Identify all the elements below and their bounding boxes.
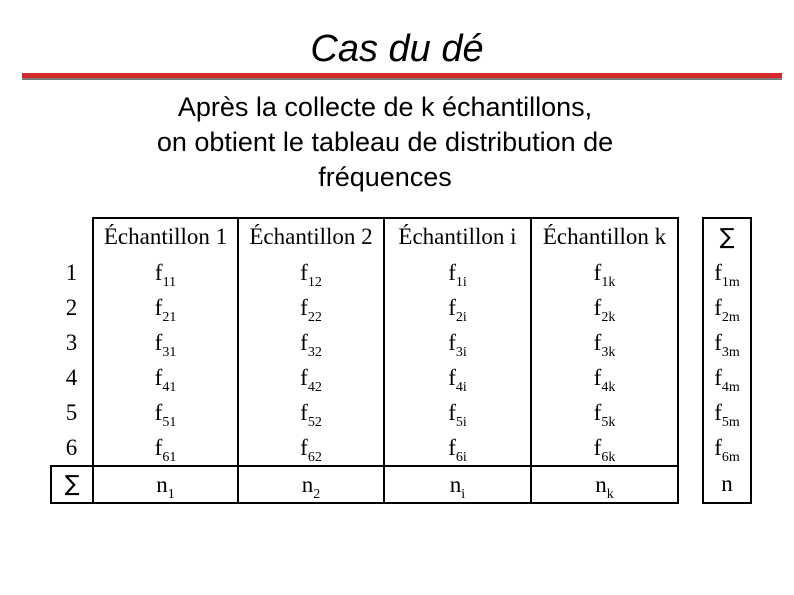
cell-sample-2-subscript: 52: [307, 414, 322, 430]
cell-sample-i: [384, 360, 531, 395]
row-total-subscript: 4m: [721, 379, 740, 395]
sum-sample-1-subscript: 1: [167, 486, 175, 502]
row-total-base: f: [714, 294, 722, 320]
sum-sample-i: [384, 466, 531, 503]
cell-sample-1: [93, 325, 238, 360]
header-sample-2: Échantillon 2: [238, 218, 384, 255]
cell-sample-i-base: f: [448, 364, 456, 390]
cell-sample-i-base: f: [448, 294, 456, 320]
cell-sample-i-subscript: 5i: [455, 414, 467, 430]
subtitle-line-1: Après la collecte de k échantillons,: [177, 92, 593, 122]
sum-sample-k-subscript: k: [606, 486, 614, 502]
cell-sample-k-base: f: [593, 294, 602, 320]
cell-sample-1: [93, 395, 238, 430]
cell-sample-k: [531, 290, 678, 325]
row-total: [703, 325, 751, 360]
cell-sample-k-subscript: 3k: [601, 344, 616, 360]
row-total-subscript: 3m: [721, 344, 740, 360]
cell-sample-2-subscript: 12: [307, 274, 322, 290]
row-sum-symbol: ∑: [51, 466, 93, 503]
row-total-subscript: 2m: [721, 309, 740, 325]
cell-sample-k: [531, 360, 678, 395]
sum-sample-1-base: n: [156, 471, 168, 497]
cell-sample-2-base: f: [300, 294, 308, 320]
cell-sample-1-subscript: 31: [162, 344, 177, 360]
cell-sample-k: [531, 395, 678, 430]
row-total-subscript: 1m: [721, 274, 740, 290]
cell-sample-i-subscript: 3i: [455, 344, 467, 360]
cell-sample-1-base: f: [154, 399, 163, 425]
cell-sample-2-base: f: [300, 434, 308, 460]
row-label: 1: [65, 259, 78, 285]
sum-sample-i-subscript: i: [461, 486, 466, 502]
grand-total-base: n: [721, 471, 733, 496]
cell-sample-1-subscript: 51: [162, 414, 177, 430]
row-total: [703, 395, 751, 430]
cell-sample-i-base: f: [448, 434, 456, 460]
cell-sample-i-base: f: [448, 329, 456, 355]
cell-sample-k-base: f: [593, 399, 602, 425]
subtitle-line-2: on obtient le tableau de distribution de: [156, 127, 614, 157]
row-label: 5: [65, 399, 78, 425]
cell-sample-1-base: f: [154, 364, 163, 390]
sum-sample-k-base: n: [595, 471, 607, 497]
row-label: 6: [65, 434, 78, 460]
cell-sample-2-subscript: 62: [307, 449, 322, 465]
cell-sample-2-base: f: [300, 364, 308, 390]
cell-sample-i-base: f: [448, 399, 456, 425]
cell-sample-1: [93, 255, 238, 290]
row-total: [703, 255, 751, 290]
row-total: [703, 290, 751, 325]
sum-sample-i-base: n: [449, 471, 462, 497]
cell-sample-k-subscript: 4k: [601, 379, 616, 395]
cell-sample-i: [384, 395, 531, 430]
table-row: [51, 255, 751, 290]
cell-sample-2: [238, 290, 384, 325]
cell-sample-k: [531, 255, 678, 290]
cell-sample-i-subscript: 6i: [455, 449, 467, 465]
cell-sample-i-base: f: [448, 259, 456, 285]
sum-row: [51, 466, 751, 503]
cell-sample-k-base: f: [593, 259, 602, 285]
cell-sample-k-base: f: [593, 329, 602, 355]
corner-cell: [51, 218, 93, 255]
cell-sample-2: [238, 395, 384, 430]
row-total-base: f: [714, 329, 722, 355]
sum-sample-1: [93, 466, 238, 503]
cell-sample-2: [238, 430, 384, 466]
sum-sample-k: [531, 466, 678, 503]
cell-sample-1-subscript: 11: [162, 274, 177, 290]
cell-sample-k-subscript: 2k: [601, 309, 616, 325]
cell-sample-i: [384, 325, 531, 360]
cell-sample-2-base: f: [300, 259, 308, 285]
table-row: [51, 430, 751, 466]
grand-total: [703, 466, 751, 503]
frequency-table: [50, 217, 752, 504]
cell-sample-1-base: f: [154, 329, 163, 355]
row-total-base: f: [714, 364, 722, 390]
sum-sample-2-base: n: [301, 471, 314, 497]
header-sample-i: Échantillon i: [384, 218, 531, 255]
table-row: [51, 360, 751, 395]
cell-sample-2-subscript: 42: [307, 379, 322, 395]
subtitle: [80, 90, 690, 195]
cell-sample-k-base: f: [593, 364, 602, 390]
cell-sample-2: [238, 255, 384, 290]
cell-sample-2-base: f: [300, 399, 308, 425]
cell-sample-1: [93, 430, 238, 466]
header-sum-symbol: ∑: [703, 218, 751, 255]
row-total: [703, 360, 751, 395]
row-label: 4: [65, 364, 78, 390]
row-label: 2: [65, 294, 78, 320]
cell-sample-1-subscript: 21: [162, 309, 177, 325]
cell-sample-i: [384, 255, 531, 290]
cell-sample-i-subscript: 2i: [455, 309, 467, 325]
cell-sample-k-subscript: 6k: [601, 449, 616, 465]
cell-sample-k-subscript: 1k: [601, 274, 616, 290]
header-sample-1: Échantillon 1: [93, 218, 238, 255]
cell-sample-1-subscript: 41: [162, 379, 177, 395]
row-total-subscript: 6m: [721, 450, 740, 465]
table-row: [51, 290, 751, 325]
page-title: Cas du dé: [310, 28, 484, 70]
cell-sample-k-subscript: 5k: [601, 414, 616, 430]
table-row: [51, 325, 751, 360]
row-total-base: f: [714, 435, 722, 460]
cell-sample-2-base: f: [300, 329, 308, 355]
cell-sample-i-subscript: 1i: [455, 274, 467, 290]
cell-sample-1-base: f: [154, 259, 163, 285]
subtitle-line-3: fréquences: [318, 162, 452, 192]
table-row: [51, 395, 751, 430]
cell-sample-2-subscript: 32: [307, 344, 322, 360]
cell-sample-i: [384, 290, 531, 325]
sum-sample-2-subscript: 2: [313, 486, 321, 502]
row-total-base: f: [714, 399, 722, 425]
cell-sample-k: [531, 430, 678, 466]
cell-sample-i-subscript: 4i: [455, 379, 467, 395]
cell-sample-k-base: f: [593, 434, 602, 460]
cell-sample-1-subscript: 61: [162, 449, 177, 465]
cell-sample-1: [93, 360, 238, 395]
cell-sample-1-base: f: [154, 294, 163, 320]
header-row: [51, 218, 751, 255]
row-total-base: f: [714, 259, 722, 285]
row-total-subscript: 5m: [721, 414, 740, 430]
title-divider: [22, 73, 782, 80]
cell-sample-i: [384, 430, 531, 466]
header-sample-k: Échantillon k: [531, 218, 678, 255]
cell-sample-k: [531, 325, 678, 360]
cell-sample-2-subscript: 22: [307, 309, 322, 325]
row-total: [703, 430, 751, 466]
row-label: 3: [65, 329, 78, 355]
cell-sample-1: [93, 290, 238, 325]
cell-sample-2: [238, 325, 384, 360]
cell-sample-1-base: f: [154, 434, 163, 460]
cell-sample-2: [238, 360, 384, 395]
sum-sample-2: [238, 466, 384, 503]
